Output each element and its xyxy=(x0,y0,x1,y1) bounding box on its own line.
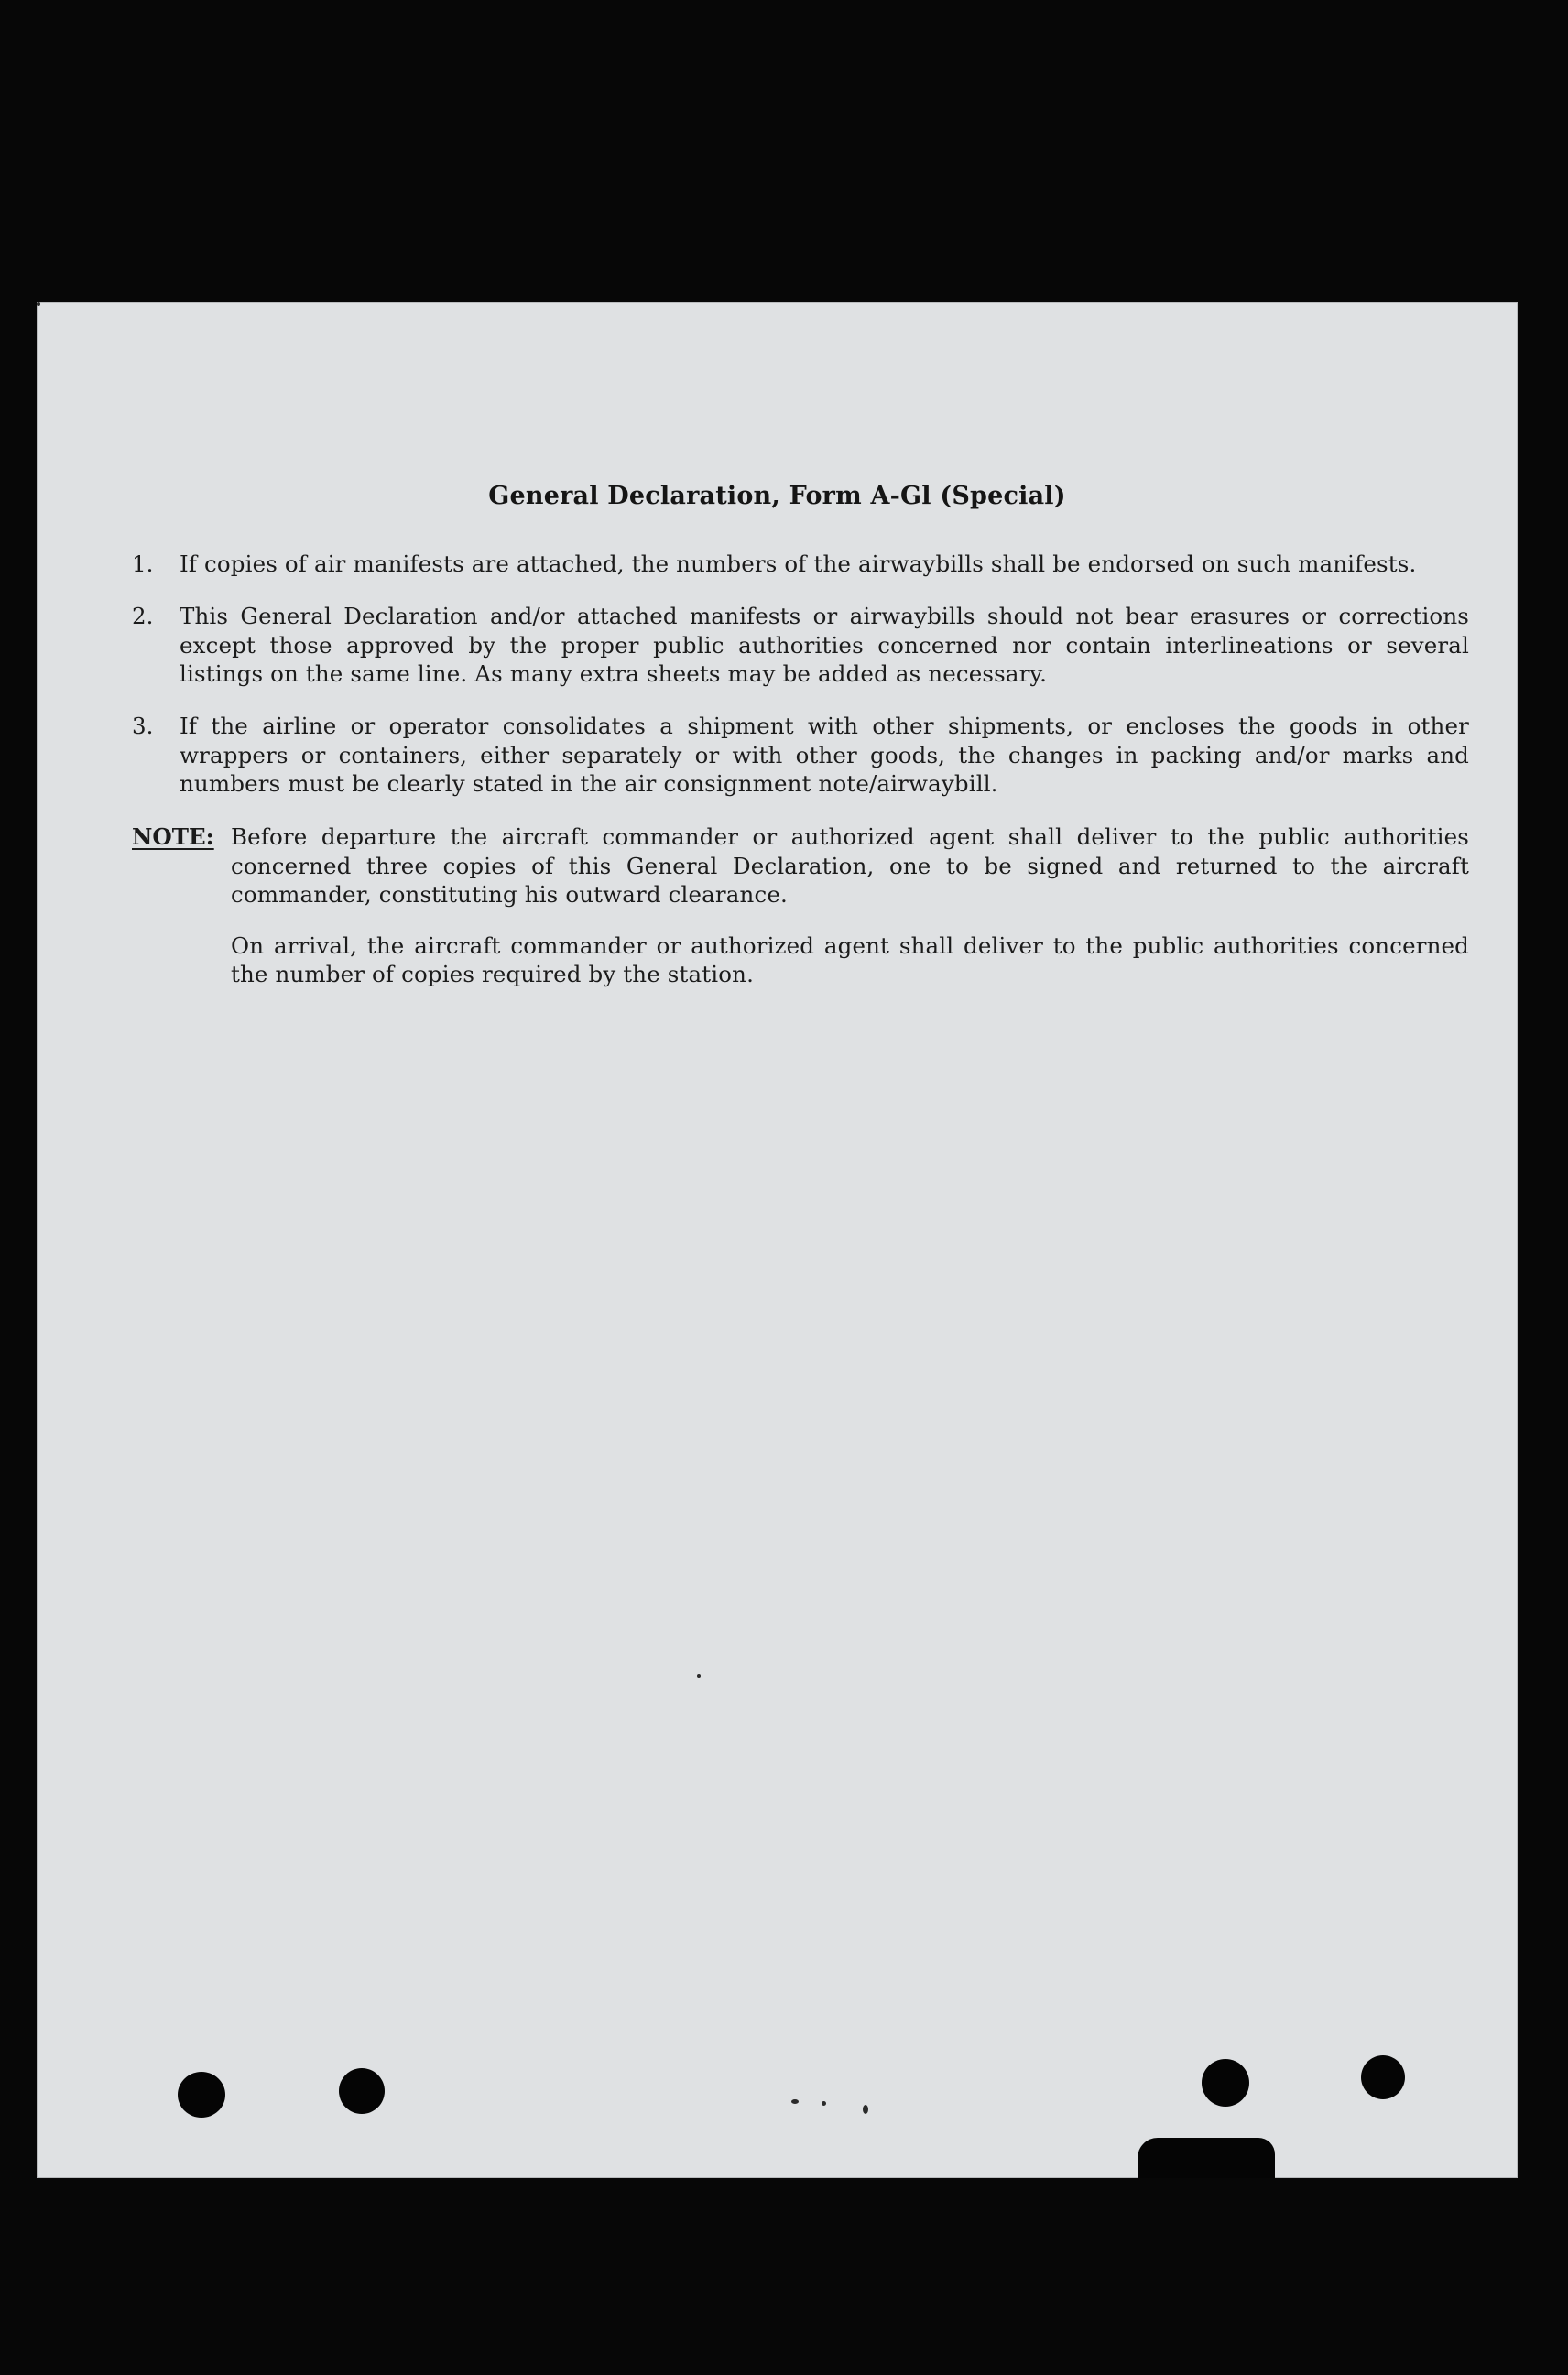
note-paragraph-1: Before departure the aircraft commander or authorized agent shall deliver to the public authorities concerned three copies of this General Declaration, one to be signed and returned to the aircraft commander, constituting his outward clearance. xyxy=(231,823,1469,908)
document-title: General Declaration, Form A-Gl (Special) xyxy=(488,482,1066,510)
item-text: If the airline or operator consolidates a shipment with other shipments, or encloses the goods in other wrappers or containers, either separately or with other goods, the changes in packing and/or marks and numbers must be clearly stated in the air consignment note/airwaybill. xyxy=(180,713,1469,797)
item-text: If copies of air manifests are attached, the numbers of the airwaybills shall be endorsed on such manifests. xyxy=(180,550,1417,577)
item-number: 1. xyxy=(132,550,154,577)
punch-hole xyxy=(178,2072,225,2118)
instruction-item-2 xyxy=(132,602,1469,689)
item-number: 3. xyxy=(132,713,154,739)
item-text: This General Declaration and/or attached manifests or airwaybills should not bear erasures or corrections except those approved by the proper public authorities concerned nor contain interlineations or several listings on the same line. As many extra sheets may be added as necessary. xyxy=(180,603,1469,687)
torn-corner xyxy=(1138,2138,1275,2178)
punch-hole xyxy=(1361,2055,1405,2099)
note-paragraph-2: On arrival, the aircraft commander or authorized agent shall deliver to the public authorities concerned the number of copies required by the station. xyxy=(231,931,1469,987)
document-page xyxy=(37,302,1518,2178)
note-label: NOTE: xyxy=(132,823,214,850)
dust-speck xyxy=(697,1674,701,1678)
instruction-item-3 xyxy=(132,712,1469,799)
punch-hole xyxy=(339,2068,385,2114)
note-section xyxy=(132,823,1469,989)
dust-speck xyxy=(791,2099,799,2104)
instruction-item-1 xyxy=(132,550,1469,579)
dust-speck xyxy=(822,2101,826,2106)
dust-speck xyxy=(37,302,40,306)
item-number: 2. xyxy=(132,603,154,629)
punch-hole xyxy=(1202,2059,1249,2107)
dust-speck xyxy=(863,2105,868,2114)
